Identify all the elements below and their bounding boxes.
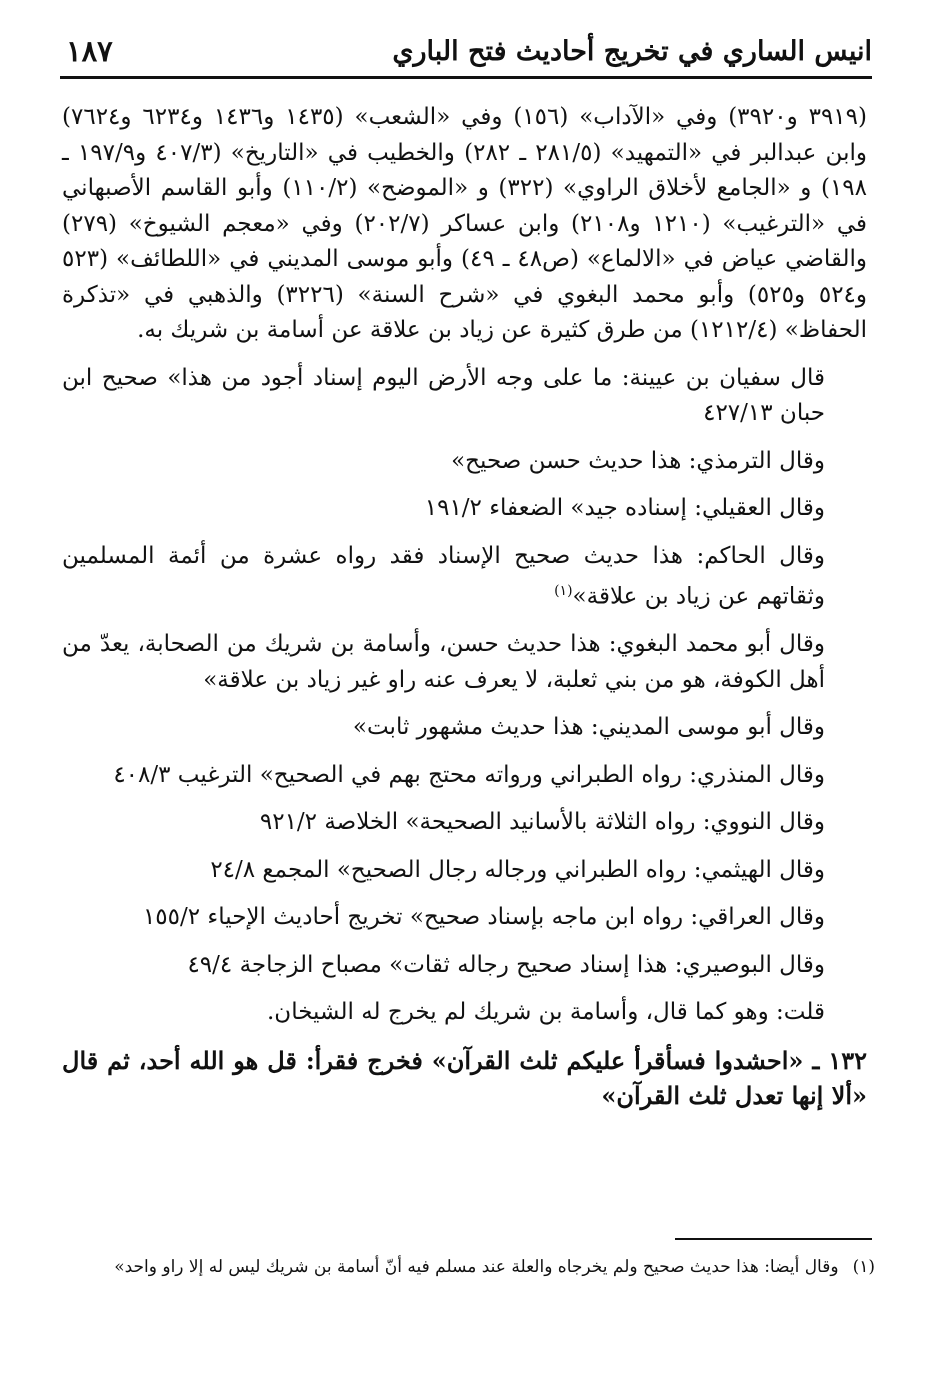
paragraph-uqayli: وقال العقيلي: إسناده جيد» الضعفاء ١٩١/٢ bbox=[424, 495, 825, 521]
footnote-text: وقال أيضا: هذا حديث صحيح ولم يخرجاه والعلة عند مسلم فيه أنّ أسامة بن شريك ليس له إلا راو واحد» bbox=[114, 1257, 839, 1277]
footnote-marker: (١) bbox=[554, 583, 573, 599]
footnote-number: (١) bbox=[852, 1257, 875, 1277]
paragraph-iraqi: وقال العراقي: رواه ابن ماجه بإسناد صحيح» تخريج أحاديث الإحياء ١٥٥/٢ bbox=[142, 904, 825, 931]
running-header bbox=[60, 28, 872, 79]
paragraph-tirmidhi: وقال الترمذي: هذا حديث حسن صحيح» bbox=[451, 447, 825, 474]
footnote-separator bbox=[675, 1238, 872, 1240]
paragraph-busiri: وقال البوصيري: هذا إسناد صحيح رجاله ثقات» مصباح الزجاجة ٤٩/٤ bbox=[187, 951, 825, 978]
paragraph-madini: وقال أبو موسى المديني: هذا حديث مشهور ثابت» bbox=[352, 714, 825, 741]
footnote bbox=[70, 1252, 875, 1283]
book-title: انيس الساري في تخريج أحاديث فتح الباري bbox=[392, 36, 872, 67]
paragraph-mundhiri: وقال المنذري: رواه الطبراني ورواته محتج بهم في الصحيح» الترغيب ٤٠٨/٣ bbox=[113, 761, 825, 788]
paragraph-haythami: وقال الهيثمي: رواه الطبراني ورجاله رجال الصحيح» المجمع ٢٤/٨ bbox=[210, 856, 825, 883]
paragraph-hakim bbox=[62, 539, 867, 616]
paragraph-nawawi: وقال النووي: رواه الثلاثة بالأسانيد الصحيحة» الخلاصة ٩٢١/٢ bbox=[259, 809, 825, 836]
hadith-132: ١٣٢ ـ «احشدوا فسأقرأ عليكم ثلث القرآن» فخرج فقرأ: قل هو الله أحد، ثم قال «ألا إنها تعدل ثلث القرآن» bbox=[62, 1045, 867, 1111]
main-text bbox=[62, 100, 867, 1114]
paragraph-sufyan: قال سفيان بن عيينة: ما على وجه الأرض اليوم إسناد أجود من هذا» صحيح ابن حبان ٤٢٧/١٣ bbox=[62, 364, 825, 426]
paragraph-citations: (٣٩١٩ و٣٩٢٠) وفي «الآداب» (١٥٦) وفي «الشعب» (١٤٣٥ و١٤٣٦ و٦٢٣٤ و٧٦٢٤) وابن عبدالبر في «التمهيد» (٢٨١/٥ ـ ٢٨٢) والخطيب في «التاريخ» (٤٠٧/٣ و١٩٧/٩ ـ ١٩٨) و «الجامع لأخلاق الراوي» (٣٢٢) و «الموضح» (١١٠/٢) وأبو القاسم الأصبهاني في «الترغيب» (١٢١٠ و٢١٠٨) وابن عساكر (٢٠٢/٧) وفي «معجم الشيوخ» (٢٧٩) والقاضي عياض في «الالماع» (ص٤٨ ـ ٤٩) وأبو موسى المديني في «اللطائف» (٥٢٣ و٥٢٤ و٥٢٥) وأبو محمد البغوي في «شرح السنة» (٣٢٢٦) والذهبي في «تذكرة الحفاظ» (١٢١٢/٤) من طرق كثيرة عن زياد بن علاقة عن أسامة بن شريك به. bbox=[62, 104, 868, 343]
page-number: ١٨٧ bbox=[66, 34, 113, 68]
paragraph-conclusion: قلت: وهو كما قال، وأسامة بن شريك لم يخرج له الشيخان. bbox=[267, 999, 825, 1026]
paragraph-baghawi: وقال أبو محمد البغوي: هذا حديث حسن، وأسامة بن شريك من الصحابة، يعدّ من أهل الكوفة، هو من بني ثعلبة، لا يعرف عنه راو غير زياد بن علاقة» bbox=[62, 631, 825, 693]
hakim-text: وقال الحاكم: هذا حديث صحيح الإسناد فقد رواه عشرة من أئمة المسلمين وثقاتهم عن زياد بن علاقة» bbox=[62, 542, 825, 610]
